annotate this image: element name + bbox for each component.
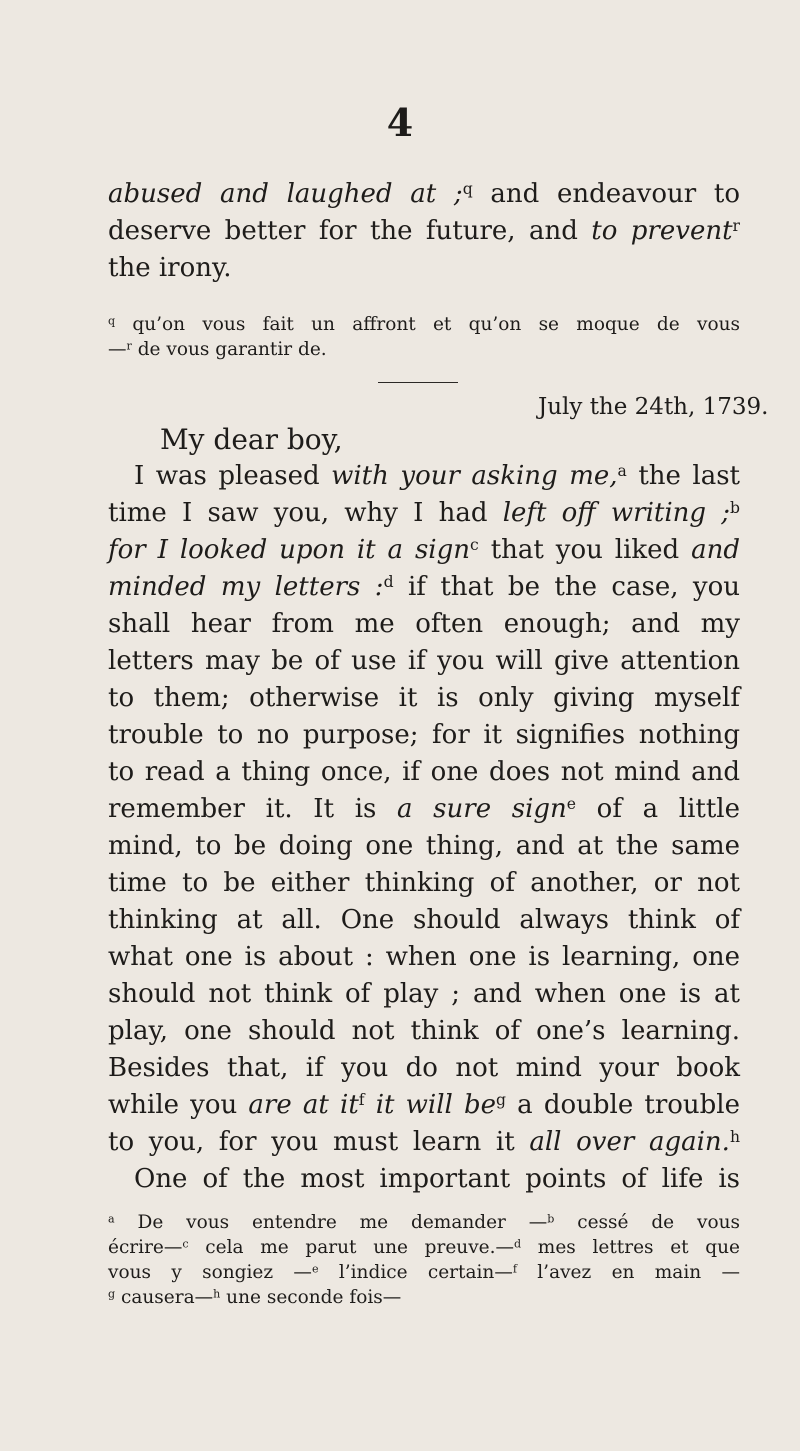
text-line: play, one should not think of one’s learning. bbox=[108, 1016, 740, 1046]
text-line: deserve better for the future, and to prevent$^r$ bbox=[108, 216, 740, 246]
text-line: I was pleased with your asking me,$^a$ the last bbox=[134, 461, 741, 491]
text-line: shall hear from me often enough; and my bbox=[108, 609, 740, 639]
text-line: should not think of play ; and when one is at bbox=[108, 979, 740, 1009]
text-line: abused and laughed at ;$^q$ and endeavour to bbox=[108, 179, 740, 209]
footnote-line: $^a$ De vous entendre me demander —$^b$ cessé de vous bbox=[108, 1212, 740, 1233]
text-line: time I saw you, why I had left off writing ;$^b$ bbox=[108, 498, 740, 528]
footnote-line: —$^r$ de vous garantir de. bbox=[108, 339, 327, 360]
text-line: trouble to no purpose; for it signifies nothing bbox=[108, 720, 740, 750]
footnote-line: $^g$ causera—$^h$ une seconde fois— bbox=[108, 1287, 402, 1308]
text-line: to read a thing once, if one does not mind and bbox=[108, 757, 740, 787]
text-line: what one is about : when one is learning, one bbox=[108, 942, 740, 972]
text-line: time to be either thinking of another, or not bbox=[108, 868, 740, 898]
text-line: mind, to be doing one thing, and at the same bbox=[108, 831, 740, 861]
continuation-text bbox=[108, 176, 740, 287]
footnote-line: vous y songiez —$^e$ l’indice certain—$^f$ l’avez en main — bbox=[108, 1262, 740, 1283]
letter-salutation: My dear boy, bbox=[160, 423, 343, 456]
text-line: for I looked upon it a sign$^c$ that you liked and bbox=[108, 535, 740, 565]
text-line: the irony. bbox=[108, 253, 232, 283]
footnote-line: $^q$ qu’on vous fait un affront et qu’on se moque de vous bbox=[108, 314, 740, 335]
page-number: 4 bbox=[386, 100, 414, 145]
continuation-footnote bbox=[108, 312, 740, 362]
letter-date: July the 24th, 1739. bbox=[538, 394, 769, 420]
text-line: thinking at all. One should always think of bbox=[108, 905, 740, 935]
text-line: minded my letters :$^d$ if that be the case, you bbox=[108, 572, 740, 602]
footnote-line: écrire—$^c$ cela me parut une preuve.—$^d$ mes lettres et que bbox=[108, 1237, 740, 1258]
section-divider bbox=[378, 382, 458, 383]
text-line: letters may be of use if you will give attention bbox=[108, 646, 740, 676]
text-line: remember it. It is a sure sign$^e$ of a little bbox=[108, 794, 740, 824]
text-line: Besides that, if you do not mind your book bbox=[108, 1053, 740, 1083]
letter-body bbox=[108, 458, 740, 1198]
text-line: while you are at $it^f$ it will $be^g$ a double trouble bbox=[108, 1090, 740, 1120]
text-line: to them; otherwise it is only giving myself bbox=[108, 683, 740, 713]
text-line: to you, for you must learn it all over again.$^h$ bbox=[108, 1127, 740, 1157]
letter-footnotes bbox=[108, 1210, 740, 1310]
text-line: One of the most important points of life is bbox=[134, 1164, 740, 1194]
